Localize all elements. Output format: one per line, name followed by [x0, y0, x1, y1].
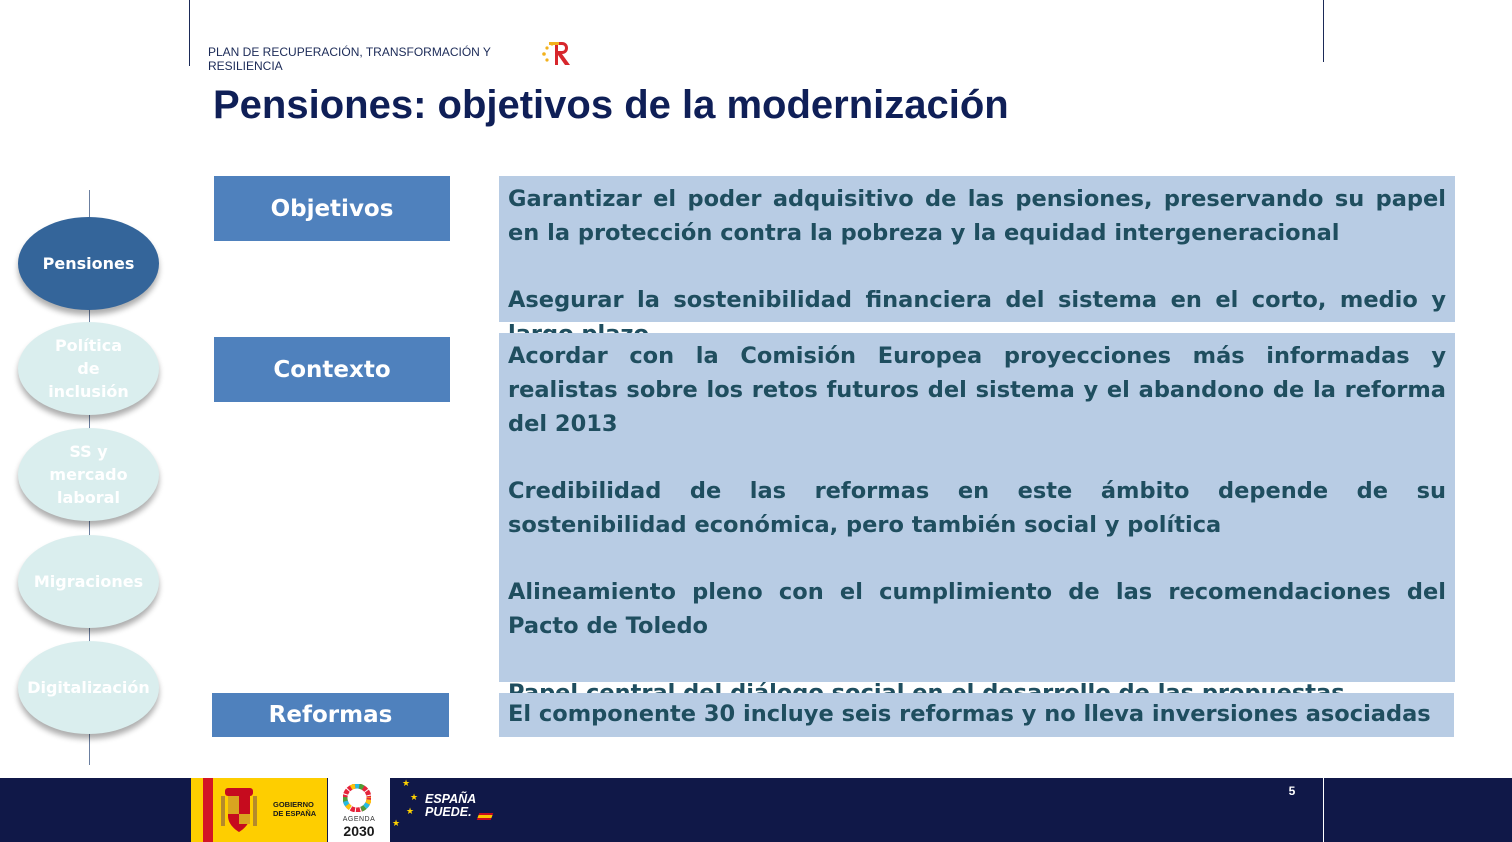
- page-title: Pensiones: objetivos de la modernización: [213, 83, 1009, 127]
- eu-stars-icon: [390, 778, 426, 842]
- nav-pensiones-label: Pensiones: [42, 254, 135, 273]
- section-label-reformas-text: Reformas: [268, 702, 393, 728]
- reformas-item: El componente 30 incluye seis reformas y no lleva inversiones asociadas: [508, 701, 1431, 727]
- section-content-contexto: [499, 333, 1455, 682]
- contexto-item: Credibilidad de las reformas en este ámbito depende de su sostenibilidad económica, pero también social y política: [508, 478, 1446, 538]
- objetivos-item: Garantizar el poder adquisitivo de las pensiones, preservando su papel en la protección contra la pobreza y la equidad intergeneracional: [508, 186, 1446, 246]
- nav-ss-mercado-laboral-label: SS y mercado laboral: [49, 442, 128, 507]
- coat-of-arms-icon: [221, 786, 257, 834]
- agenda-label: AGENDA: [342, 816, 376, 823]
- agenda-2030-logo: [328, 778, 390, 842]
- nav-digitalizacion[interactable]: [18, 641, 159, 734]
- contexto-item: Acordar con la Comisión Europea proyecciones más informadas y realistas sobre los retos futuros del sistema y el abandono de la reforma del 2013: [508, 343, 1446, 437]
- section-label-objetivos-text: Objetivos: [270, 195, 394, 222]
- header-divider-right: [1323, 0, 1324, 62]
- flag-band-red: [203, 778, 213, 842]
- footer-bar: [0, 778, 1512, 842]
- section-label-objetivos: [214, 176, 450, 241]
- nav-migraciones-label: Migraciones: [33, 572, 144, 591]
- tr-logo: [540, 38, 574, 68]
- flag-band-yellow: [191, 778, 203, 842]
- objetivos-item: Asegurar la sostenibilidad financiera del sistema en el corto, medio y: [508, 287, 1446, 313]
- nav-digitalizacion-label: Digitalización: [27, 678, 150, 697]
- svg-text:★: ★: [406, 807, 415, 817]
- gobierno-text: GOBIERNO DE ESPAÑA: [273, 800, 317, 818]
- nav-politica-de-inclusion[interactable]: [18, 322, 159, 415]
- section-label-contexto-text: Contexto: [273, 356, 391, 383]
- section-label-contexto: [214, 337, 450, 402]
- nav-politica-de-inclusion-label: Política de inclusión: [48, 336, 129, 401]
- section-content-objetivos: [499, 176, 1455, 322]
- nav-ss-mercado-laboral[interactable]: [18, 428, 159, 521]
- gobierno-logo: [191, 778, 327, 842]
- agenda-year: 2030: [343, 823, 375, 839]
- svg-text:★: ★: [410, 793, 419, 803]
- section-content-reformas: [499, 693, 1454, 737]
- section-label-reformas: [212, 693, 449, 737]
- nav-migraciones[interactable]: [18, 535, 159, 628]
- svg-text:★: ★: [402, 779, 411, 789]
- svg-text:★: ★: [392, 819, 401, 829]
- plan-title: PLAN DE RECUPERACIÓN, TRANSFORMACIÓN Y RESILIENCIA: [208, 45, 491, 73]
- spain-flag-icon: [477, 813, 494, 820]
- header-divider-left: [189, 0, 190, 66]
- espana-puede-logo: ESPAÑA PUEDE.: [425, 792, 477, 819]
- contexto-item: Alineamiento pleno con el cumplimiento de las recomendaciones del Pacto de Toledo: [508, 579, 1446, 639]
- page-number: 5: [1288, 784, 1296, 798]
- footer-divider: [1323, 778, 1324, 842]
- sdg-wheel-icon: [343, 784, 371, 812]
- nav-pensiones[interactable]: [18, 217, 159, 310]
